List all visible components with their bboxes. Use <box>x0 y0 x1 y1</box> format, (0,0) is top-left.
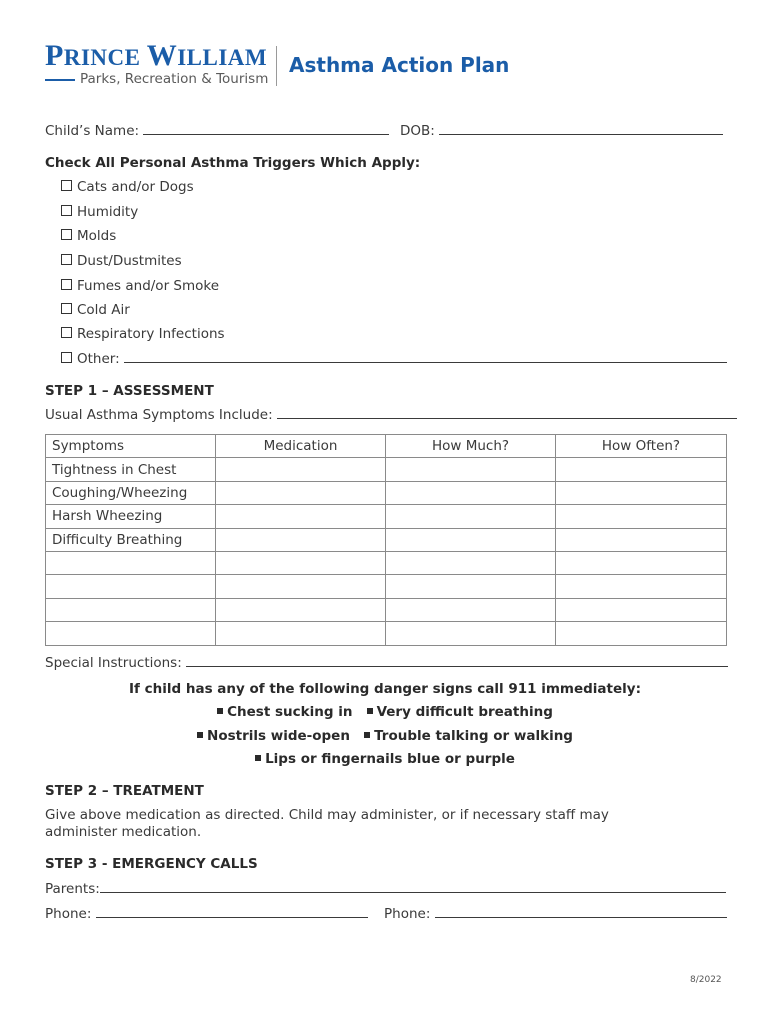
table-cell[interactable] <box>556 598 727 621</box>
checkbox-icon[interactable] <box>61 180 72 191</box>
danger-signs-row-2: Nostrils wide-open Trouble talking or walking <box>0 728 770 744</box>
bullet-icon <box>364 732 370 738</box>
step1-heading: STEP 1 – ASSESSMENT <box>45 383 214 399</box>
table-cell[interactable] <box>46 575 216 598</box>
table-cell[interactable] <box>386 528 556 551</box>
table-cell[interactable] <box>556 458 727 481</box>
footer-date: 8/2022 <box>690 975 722 985</box>
table-cell[interactable] <box>386 481 556 504</box>
table-cell[interactable] <box>46 551 216 574</box>
bullet-icon <box>367 708 373 714</box>
dob-blank[interactable] <box>439 123 723 135</box>
trigger-item[interactable]: Molds <box>61 228 116 244</box>
table-row <box>46 622 727 645</box>
table-cell[interactable] <box>386 458 556 481</box>
step2-heading: STEP 2 – TREATMENT <box>45 783 204 799</box>
table-row <box>46 575 727 598</box>
table-cell[interactable] <box>556 528 727 551</box>
table-cell[interactable] <box>556 622 727 645</box>
usual-symptoms-blank[interactable] <box>277 407 737 419</box>
table-cell[interactable] <box>216 481 386 504</box>
table-cell[interactable] <box>216 598 386 621</box>
triggers-heading: Check All Personal Asthma Triggers Which Apply: <box>45 155 421 171</box>
table-cell[interactable] <box>386 598 556 621</box>
logo-subtitle: Parks, Recreation & Tourism <box>80 71 269 87</box>
phone-field-1[interactable]: Phone: <box>45 906 368 922</box>
table-cell[interactable] <box>216 505 386 528</box>
table-cell[interactable] <box>216 551 386 574</box>
trigger-item[interactable]: Respiratory Infections <box>61 326 225 342</box>
col-header: Medication <box>216 435 386 458</box>
phone-field-2[interactable]: Phone: <box>384 906 727 922</box>
symptom-cell: Coughing/Wheezing <box>46 481 216 504</box>
checkbox-icon[interactable] <box>61 352 72 363</box>
dob-label: DOB: <box>400 123 435 139</box>
table-row <box>46 481 727 504</box>
other-blank[interactable] <box>124 351 727 363</box>
phone-blank-2[interactable] <box>435 906 727 918</box>
bullet-icon <box>217 708 223 714</box>
usual-symptoms-field[interactable]: Usual Asthma Symptoms Include: <box>45 407 737 423</box>
table-cell[interactable] <box>386 505 556 528</box>
table-cell[interactable] <box>386 551 556 574</box>
bullet-icon <box>197 732 203 738</box>
trigger-item[interactable]: Cats and/or Dogs <box>61 179 194 195</box>
phone-blank-1[interactable] <box>96 906 368 918</box>
table-row <box>46 505 727 528</box>
table-row <box>46 598 727 621</box>
step3-heading: STEP 3 - EMERGENCY CALLS <box>45 856 258 872</box>
bullet-icon <box>255 755 261 761</box>
parents-field[interactable]: Parents: <box>45 881 726 897</box>
trigger-item-other[interactable]: Other: <box>61 351 727 367</box>
trigger-item[interactable]: Fumes and/or Smoke <box>61 278 219 294</box>
danger-signs-row-1: Chest sucking in Very difficult breathing <box>0 704 770 720</box>
child-name-label: Child’s Name: <box>45 123 140 139</box>
page-title: Asthma Action Plan <box>289 53 510 77</box>
table-header-row <box>46 435 727 458</box>
table-cell[interactable] <box>46 598 216 621</box>
symptom-cell: Harsh Wheezing <box>46 505 216 528</box>
dob-field[interactable] <box>400 123 723 139</box>
table-cell[interactable] <box>46 622 216 645</box>
table-cell[interactable] <box>556 551 727 574</box>
logo-wordmark: PRINCE WILLIAM <box>45 39 268 72</box>
table-cell[interactable] <box>216 575 386 598</box>
trigger-item[interactable]: Cold Air <box>61 302 130 318</box>
step2-text: Give above medication as directed. Child may administer, or if necessary staff may administer medication. <box>45 807 609 840</box>
checkbox-icon[interactable] <box>61 279 72 290</box>
table-row <box>46 458 727 481</box>
special-instructions-blank[interactable] <box>186 655 728 667</box>
col-header: How Often? <box>556 435 727 458</box>
table-cell[interactable] <box>216 622 386 645</box>
trigger-item[interactable]: Dust/Dustmites <box>61 253 182 269</box>
col-header: Symptoms <box>46 435 216 458</box>
table-cell[interactable] <box>386 575 556 598</box>
danger-heading: If child has any of the following danger signs call 911 immediately: <box>129 681 641 697</box>
checkbox-icon[interactable] <box>61 254 72 265</box>
child-name-field[interactable] <box>45 123 389 139</box>
symptoms-table <box>45 434 727 646</box>
table-cell[interactable] <box>556 505 727 528</box>
header-divider <box>276 46 277 86</box>
table-cell[interactable] <box>216 528 386 551</box>
symptom-cell: Difficulty Breathing <box>46 528 216 551</box>
danger-signs-row-3: Lips or fingernails blue or purple <box>0 751 770 767</box>
table-cell[interactable] <box>556 575 727 598</box>
special-instructions-field[interactable]: Special Instructions: <box>45 655 728 671</box>
logo-rule <box>45 79 75 81</box>
checkbox-icon[interactable] <box>61 205 72 216</box>
table-row <box>46 528 727 551</box>
trigger-item[interactable]: Humidity <box>61 204 138 220</box>
checkbox-icon[interactable] <box>61 303 72 314</box>
parents-blank[interactable] <box>100 881 726 893</box>
symptom-cell: Tightness in Chest <box>46 458 216 481</box>
checkbox-icon[interactable] <box>61 229 72 240</box>
table-cell[interactable] <box>556 481 727 504</box>
checkbox-icon[interactable] <box>61 327 72 338</box>
table-cell[interactable] <box>216 458 386 481</box>
table-cell[interactable] <box>386 622 556 645</box>
table-row <box>46 551 727 574</box>
child-name-blank[interactable] <box>143 123 389 135</box>
col-header: How Much? <box>386 435 556 458</box>
